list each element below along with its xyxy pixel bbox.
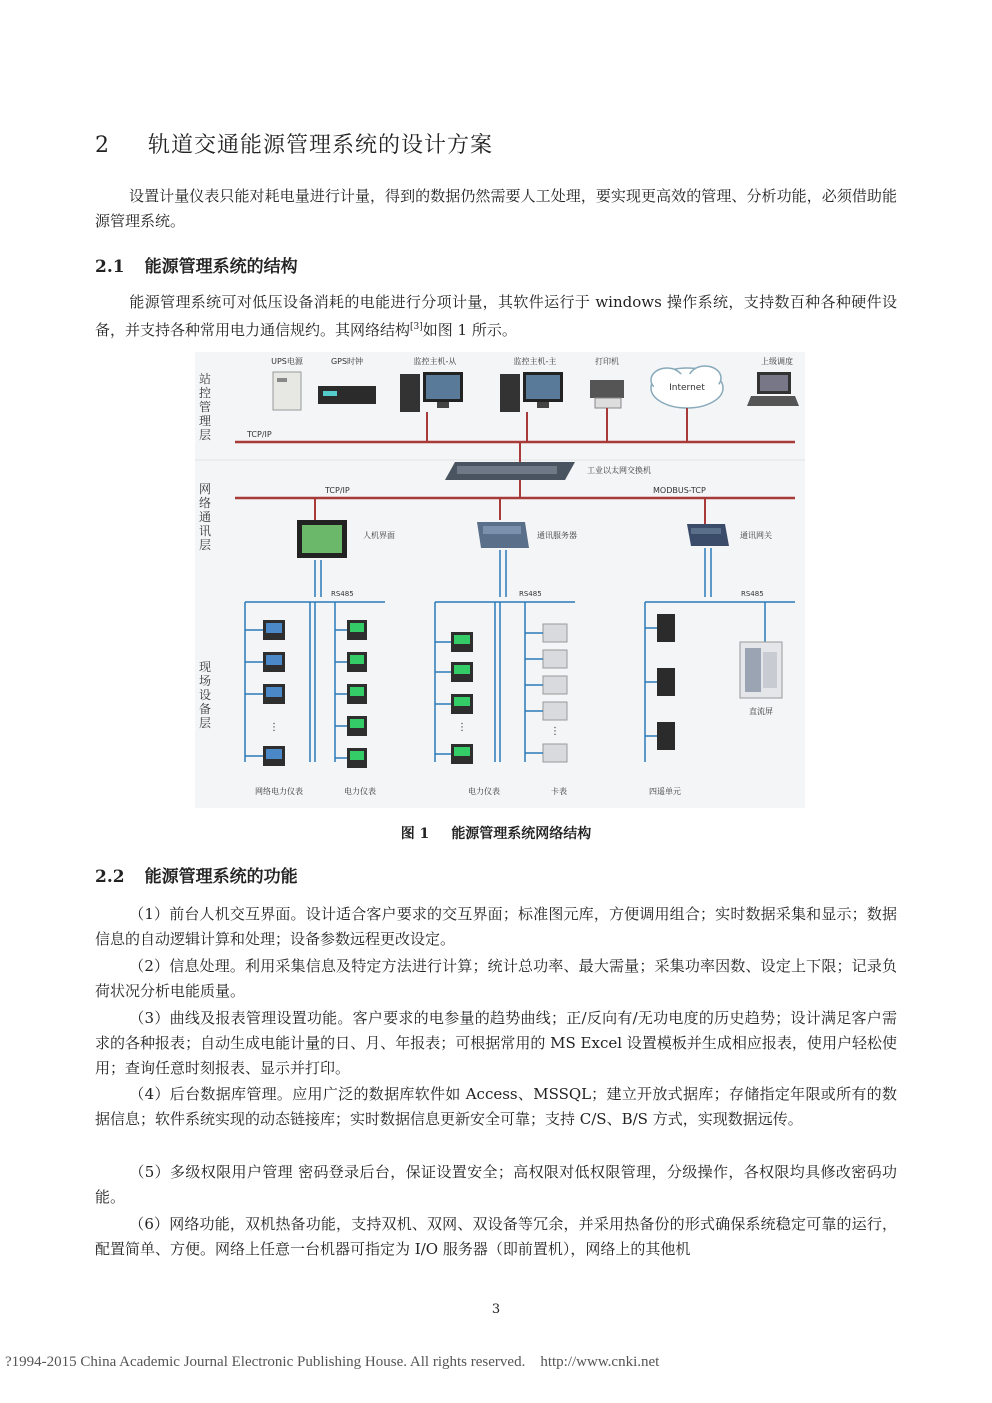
modbus-label: MODBUS-TCP	[653, 486, 706, 495]
label-host-master: 监控主机-主	[513, 357, 557, 366]
label-network-meter: 网络电力仪表	[255, 787, 303, 796]
network-structure-figure	[195, 352, 805, 808]
svg-text:⋮: ⋮	[269, 722, 279, 733]
function-paragraph-2: （2）信息处理。利用采集信息及特定方法进行计算；统计总功率、最大需量；采集功率因数、设定上下限；记录负荷状况分析电能质量。	[95, 957, 897, 1000]
function-paragraph-6: （6）网络功能，双机热备功能，支持双机、双网、双设备等冗余，并采用热备份的形式确保系统稳定可靠的运行，配置简单、方便。网络上任意一台机器可指定为 I/O 服务器（即前置机），网络上的其他机	[95, 1215, 897, 1258]
caption-text: 能源管理系统网络结构	[451, 826, 592, 842]
figure-caption	[0, 823, 992, 843]
page-number: 3	[491, 1302, 501, 1317]
rs485-label-1: RS485	[331, 590, 354, 598]
section-title: 轨道交通能源管理系统的设计方案	[148, 133, 494, 158]
internet-cloud	[651, 366, 723, 408]
label-card-meter: 卡表	[551, 787, 567, 796]
layer-field-label: 现场设备层	[199, 660, 212, 730]
subsection-2-2-heading: 2.2 能源管理系统的功能	[95, 867, 298, 887]
industrial-ethernet-switch	[445, 462, 575, 480]
ups-power-device	[273, 372, 301, 410]
label-gps: GPS时钟	[330, 357, 364, 366]
printer-device	[590, 380, 624, 408]
power-meters-2	[451, 632, 473, 764]
structure-paragraph: 能源管理系统可对低压设备消耗的电能进行分项计量，其软件运行于 windows 操作系统，支持数百种各种硬件设备，并支持各种常用电力通信规约。其网络结构[3]如图 1 所示。	[95, 293, 897, 339]
copyright-footer: ?1994-2015 China Academic Journal Electronic Publishing House. All rights reserved. http://www.cnki.net	[5, 1354, 660, 1370]
label-host-slave: 监控主机-从	[413, 357, 457, 366]
layer-network-label: 网络通讯层	[199, 482, 212, 552]
label-hmi: 人机界面	[363, 531, 395, 540]
function-paragraph-5: （5）多级权限用户管理 密码登录后台，保证设置安全；高权限对低权限管理，分级操作，各权限均具修改密码功能。	[95, 1163, 897, 1206]
label-power-meter-1: 电力仪表	[344, 787, 376, 796]
svg-text:⋮: ⋮	[457, 722, 467, 733]
function-paragraph-3: （3）曲线及报表管理设置功能。客户要求的电参量的趋势曲线；正/反向有/无功电度的历史趋势；设计满足客户需求的各种报表；自动生成电能计量的日、月、年报表；可根据常用的 MS Excel 设置模板并生成相应报表，使用户轻松使用；查询任意时刻报表、显示并打印。	[95, 1009, 897, 1077]
comm-gateway	[687, 524, 729, 546]
label-printer: 打印机	[595, 357, 619, 366]
gps-clock-device	[318, 386, 376, 404]
layer-station-label: 站控管理层	[199, 372, 212, 442]
label-ups: UPS电源	[271, 357, 303, 366]
section-number: 2	[95, 133, 110, 158]
label-four-remote: 四遥单元	[649, 787, 681, 796]
function-paragraph-1: （1）前台人机交互界面。设计适合客户要求的交互界面；标准图元库，方便调用组合；实时数据采集和显示；数据信息的自动逻辑计算和处理；设备参数远程更改设定。	[95, 905, 897, 948]
label-power-meter-2: 电力仪表	[468, 787, 500, 796]
svg-text:⋮: ⋮	[550, 726, 560, 737]
subsection-2-1-heading: 2.1 能源管理系统的结构	[95, 257, 298, 277]
intro-paragraph: 设置计量仪表只能对耗电量进行计量，得到的数据仍然需要人工处理，要实现更高效的管理、分析功能，必须借助能源管理系统。	[95, 187, 897, 230]
tcpip-top-label: TCP/IP	[247, 430, 272, 439]
label-comm-server: 通讯服务器	[537, 531, 577, 540]
function-paragraph-4: （4）后台数据库管理。应用广泛的数据库软件如 Access、MSSQL；建立开放式据库；存储指定年限或所有的数据信息；软件系统实现的动态链接库；实时数据信息更新安全可靠；支持 C/S、B/S 方式，实现数据远传。	[95, 1085, 897, 1128]
label-dispatch: 上级调度	[761, 357, 793, 366]
rs485-label-2: RS485	[519, 590, 542, 598]
four-remote-units	[657, 614, 675, 750]
comm-server	[477, 522, 529, 548]
hmi-panel	[297, 520, 347, 558]
label-comm-gateway: 通讯网关	[740, 531, 772, 540]
citation-ref[interactable]: [3]	[410, 322, 423, 332]
caption-label: 图 1	[400, 826, 430, 842]
tcpip-mid-label: TCP/IP	[325, 486, 350, 495]
rs485-label-3: RS485	[741, 590, 764, 598]
section-heading	[95, 128, 493, 159]
internet-label: Internet	[669, 383, 705, 393]
dc-screen-cabinet	[740, 642, 782, 698]
dc-screen-label: 直流屏	[749, 707, 773, 716]
switch-label: 工业以太网交换机	[587, 466, 651, 475]
